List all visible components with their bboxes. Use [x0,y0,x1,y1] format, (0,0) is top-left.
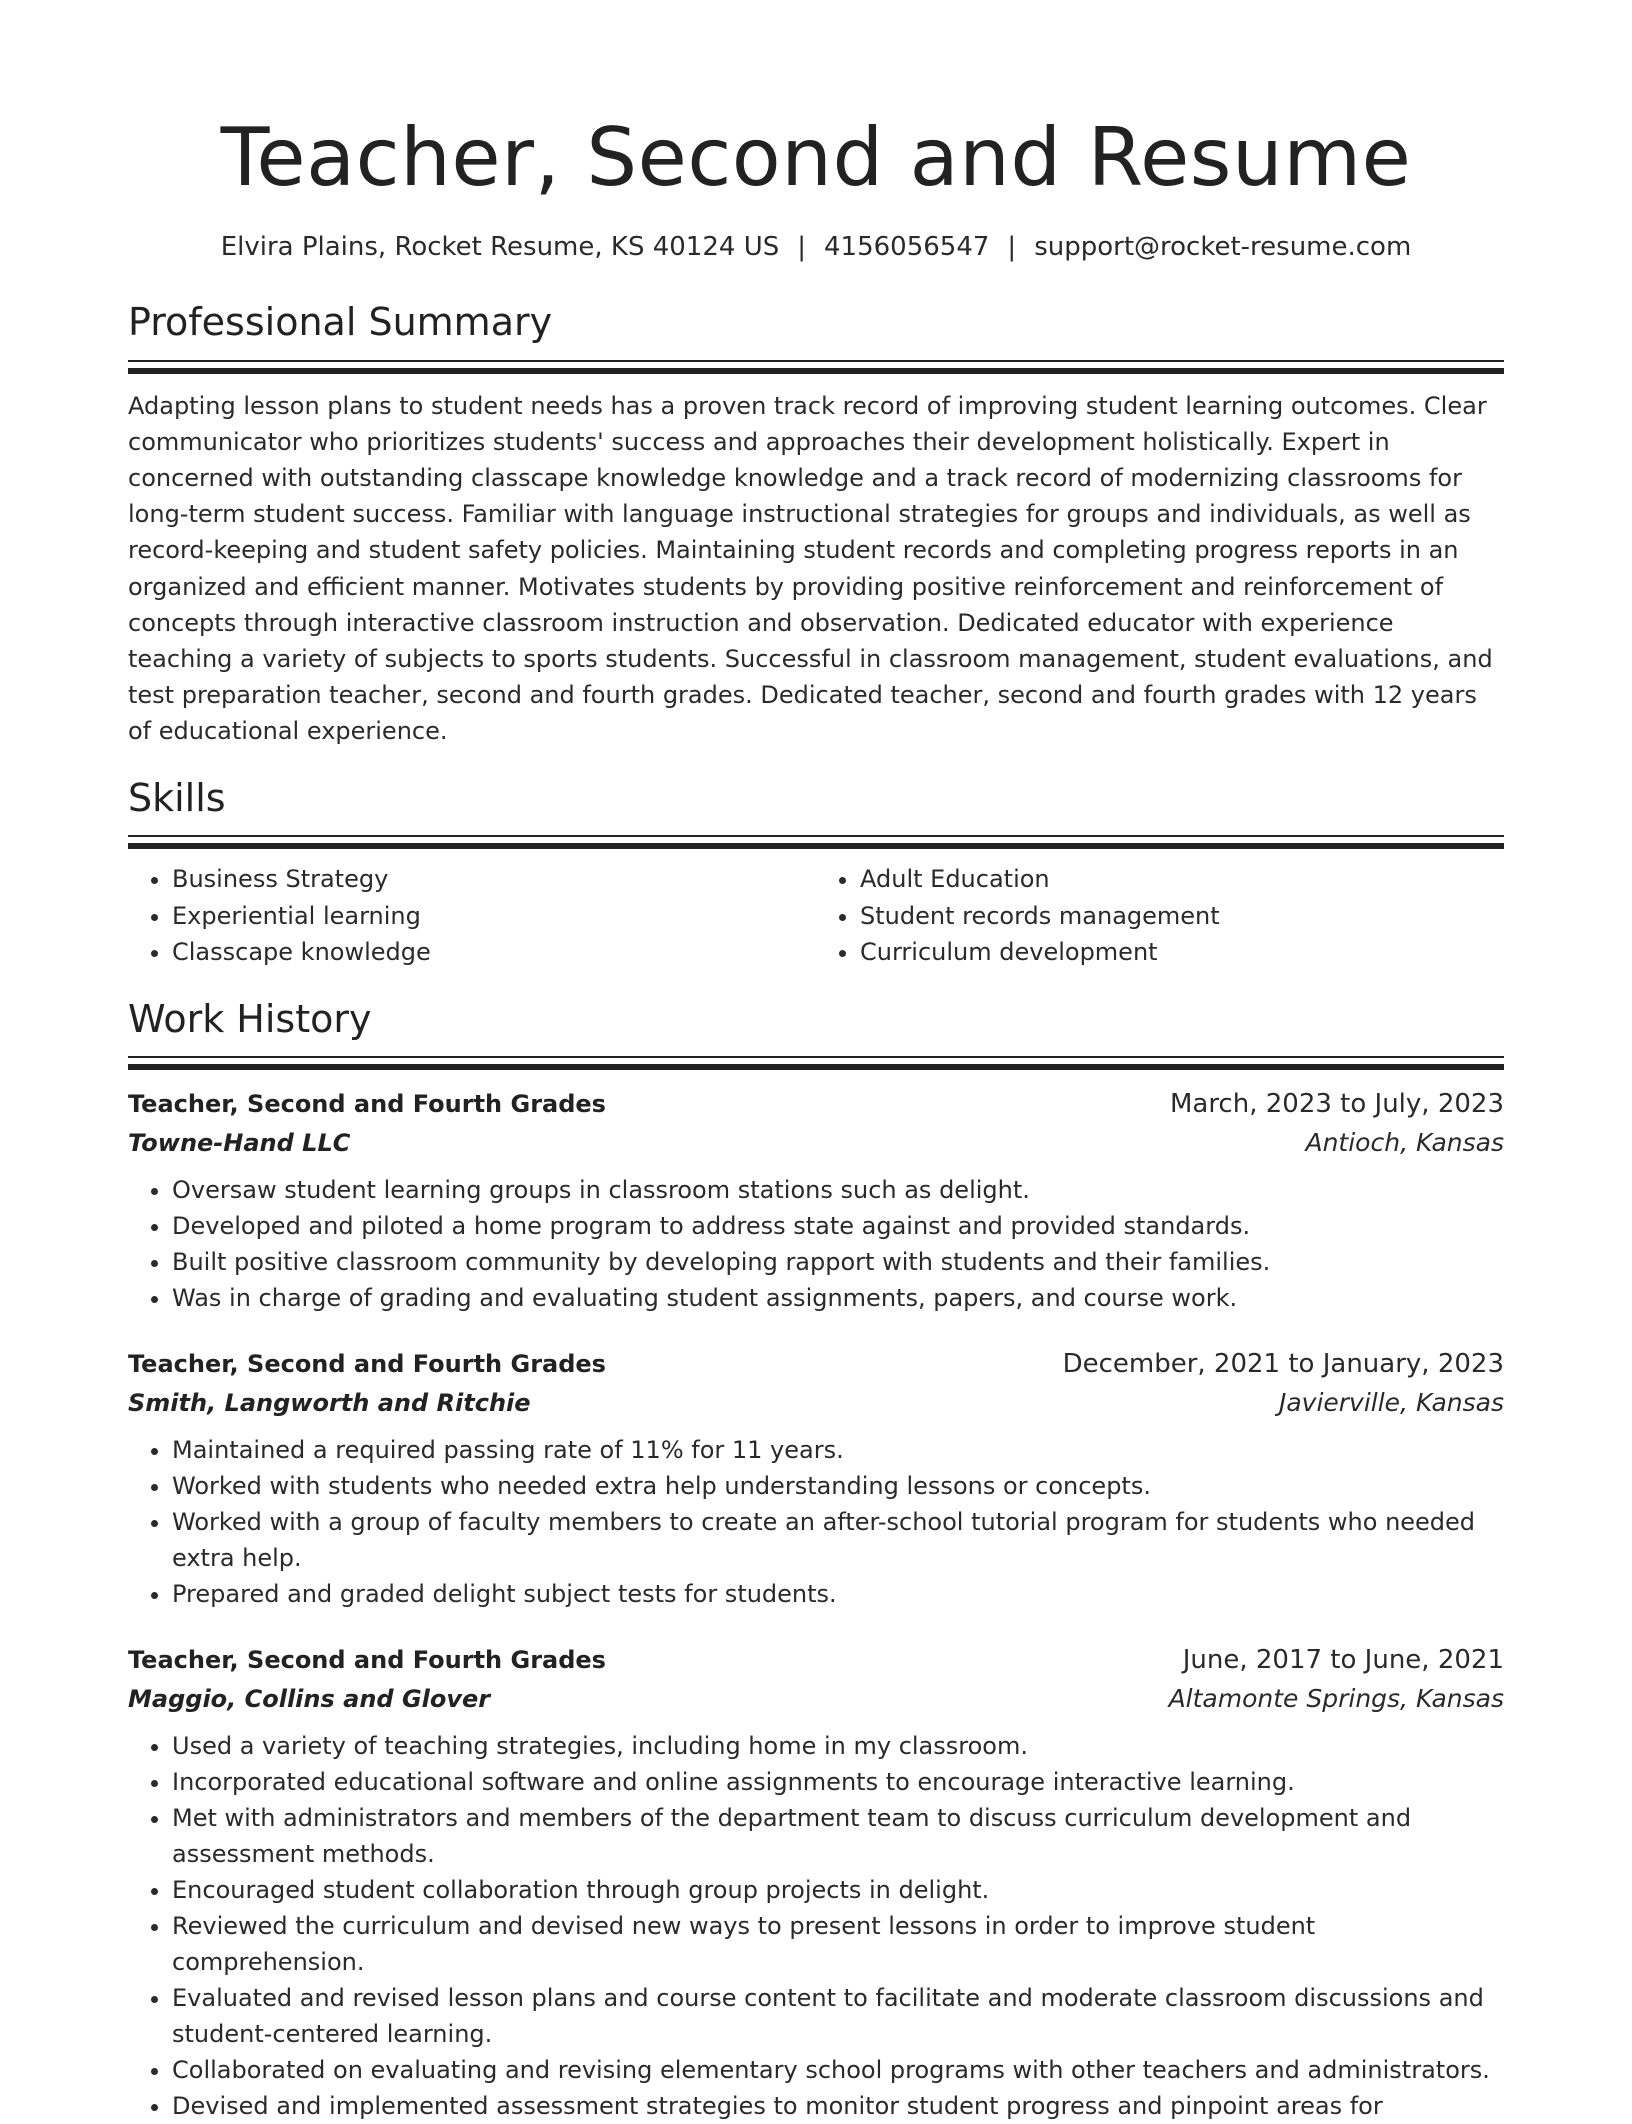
skill-item: • Adult Education [860,861,1504,898]
job-dates: March, 2023 to July, 2023 [1169,1089,1504,1120]
job-bullet-list [128,1172,1504,1316]
job-bullet: • Devised and implemented assessment strategies to monitor student progress and pinpoint areas for [172,2088,1504,2124]
contact-phone: 4156056547 [824,232,990,262]
job-bullet: • Worked with a group of faculty members to create an after-school tutorial program for students who needed extra help. [172,1504,1504,1576]
job-bullet: • Prepared and graded delight subject tests for students. [172,1576,1504,1612]
skills-right-column [816,861,1504,971]
skills-section [128,776,1504,971]
contact-separator: | [797,232,806,262]
job-bullet: • Reviewed the curriculum and devised new ways to present lessons in order to improve student comprehension. [172,1908,1504,1980]
contact-separator: | [1007,232,1017,262]
resume-title: Teacher, Second and Resume [220,111,1412,204]
job-location: Altamonte Springs, Kansas [1168,1684,1504,1714]
contact-email: support@rocket-resume.com [1034,232,1412,262]
job-bullet: • Collaborated on evaluating and revising elementary school programs with other teachers and administrators. [172,2052,1504,2088]
skills-left-column [128,861,816,971]
job-bullet: • Met with administrators and members of the department team to discuss curriculum development and assessment methods. [172,1800,1504,1872]
job-bullet: • Maintained a required passing rate of 11% for 11 years. [172,1432,1504,1468]
summary-text: Adapting lesson plans to student needs has a proven track record of improving student learning outcomes. Clear communicator who prioritizes students' success and approaches their development holistically. Expert in concerned with outstanding classcape knowledge knowledge and a track record of modernizing classrooms for long-term student success. Familiar with language instructional strategies for groups and individuals, as well as record-keeping and student safety policies. Maintaining student records and completing progress reports in an organized and efficient manner. Motivates students by providing positive reinforcement and reinforcement of concepts through interactive classroom instruction and observation. Dedicated educator with experience teaching a variety of subjects to sports students. Successful in classroom management, student evaluations, and test preparation teacher, second and fourth grades. Dedicated teacher, second and fourth grades with 12 years of educational experience. [128,391,1493,746]
job-entry [128,1084,1504,1316]
skill-item: • Student records management [860,898,1504,935]
section-divider [128,360,1504,374]
job-bullet-list [128,1728,1504,2124]
job-dates: June, 2017 to June, 2021 [1182,1645,1504,1676]
skill-item: • Experiential learning [172,898,816,935]
job-entry [128,1640,1504,2124]
job-bullet-list [128,1432,1504,1612]
skill-item: • Curriculum development [860,934,1504,971]
job-bullet: • Developed and piloted a home program to address state against and provided standards. [172,1208,1504,1244]
skills-grid [128,861,1504,971]
work-history-heading: Work History [128,996,372,1041]
job-title: Teacher, Second and Fourth Grades [128,1350,606,1379]
job-company-row [128,1680,1504,1718]
job-bullet: • Oversaw student learning groups in classroom stations such as delight. [172,1172,1504,1208]
skill-item: • Business Strategy [172,861,816,898]
job-entry [128,1344,1504,1612]
job-company-row [128,1384,1504,1422]
job-bullet: • Evaluated and revised lesson plans and course content to facilitate and moderate classroom discussions and student-centered learning. [172,1980,1504,2052]
job-dates: December, 2021 to January, 2023 [1062,1349,1504,1380]
summary-section [128,300,1504,750]
skill-item: • Classcape knowledge [172,934,816,971]
contact-address: Elvira Plains, Rocket Resume, KS 40124 US [220,232,780,262]
job-company-row [128,1124,1504,1162]
skills-heading: Skills [128,775,226,820]
job-company: Smith, Langworth and Ritchie [128,1389,531,1418]
job-bullet: • Worked with students who needed extra help understanding lessons or concepts. [172,1468,1504,1504]
job-bullet: • Used a variety of teaching strategies, including home in my classroom. [172,1728,1504,1764]
job-header-row [128,1344,1504,1384]
job-bullet: • Was in charge of grading and evaluating student assignments, papers, and course work. [172,1280,1504,1316]
job-header-row [128,1084,1504,1124]
job-bullet: • Built positive classroom community by developing rapport with students and their families. [172,1244,1504,1280]
job-location: Javierville, Kansas [1278,1388,1504,1418]
summary-heading: Professional Summary [128,300,553,344]
job-company: Maggio, Collins and Glover [128,1685,491,1714]
job-bullet: • Incorporated educational software and online assignments to encourage interactive learning. [172,1764,1504,1800]
job-company: Towne-Hand LLC [128,1129,351,1158]
job-title: Teacher, Second and Fourth Grades [128,1646,606,1675]
job-header-row [128,1640,1504,1680]
job-location: Antioch, Kansas [1305,1128,1504,1158]
work-history-section [128,997,1504,2124]
section-divider [128,1056,1504,1070]
job-title: Teacher, Second and Fourth Grades [128,1090,606,1119]
job-bullet: • Encouraged student collaboration through group projects in delight. [172,1872,1504,1908]
section-divider [128,835,1504,849]
contact-line [128,232,1504,262]
